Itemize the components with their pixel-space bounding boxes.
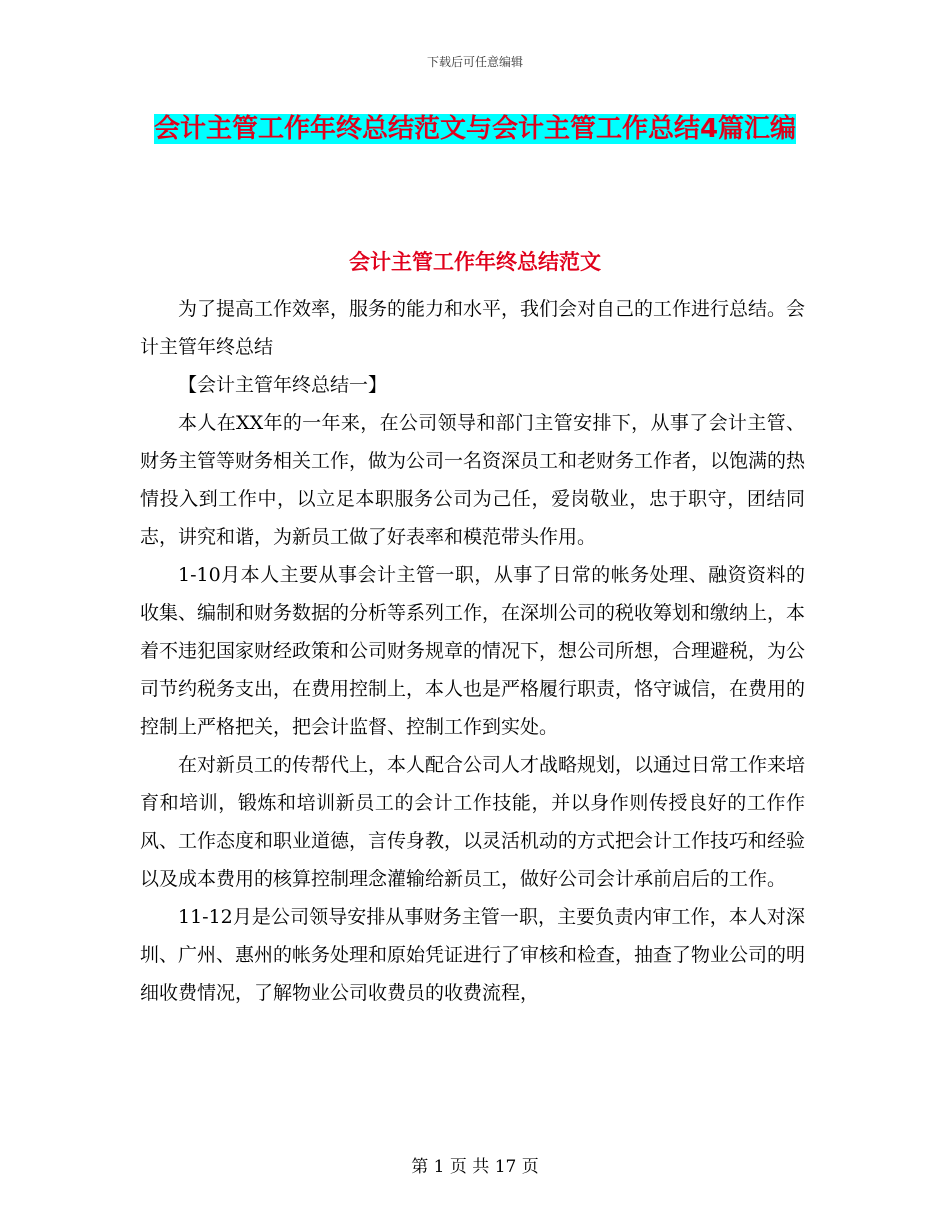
- document-body: [140, 290, 805, 1012]
- paragraph: 1-10月本人主要从事会计主管一职，从事了日常的帐务处理、融资资料的收集、编制和财务数据的分析等系列工作，在深圳公司的税收筹划和缴纳上，本着不违犯国家财经政策和公司财务规章的情况下，想公司所想，合理避税，为公司节约税务支出，在费用控制上，本人也是严格履行职责，恪守诚信，在费用的控制上严格把关，把会计监督、控制工作到实处。: [140, 564, 806, 738]
- document-title-text: 会计主管工作年终总结范文与会计主管工作总结4篇汇编: [153, 114, 797, 144]
- paragraph: 本人在XX年的一年来，在公司领导和部门主管安排下，从事了会计主管、财务主管等财务相关工作，做为公司一名资深员工和老财务工作者，以饱满的热情投入到工作中，以立足本职服务公司为己任，爱岗敬业，忠于职守，团结同志，讲究和谐，为新员工做了好表率和模范带头作用。: [140, 412, 806, 548]
- paragraph: 为了提高工作效率，服务的能力和水平，我们会对自己的工作进行总结。会计主管年终总结: [140, 298, 806, 358]
- document-title: [140, 106, 810, 153]
- paragraph: 【会计主管年终总结一】: [178, 374, 388, 396]
- paragraph: 在对新员工的传帮代上，本人配合公司人才战略规划，以通过日常工作来培育和培训，锻炼和培训新员工的会计工作技能，并以身作则传授良好的工作作风、工作态度和职业道德，言传身教，以灵活机动的方式把会计工作技巧和经验以及成本费用的核算控制理念灌输给新员工，做好公司会计承前启后的工作。: [140, 754, 806, 890]
- page-header-note: 下载后可任意编辑: [426, 55, 523, 69]
- section-title: 会计主管工作年终总结范文: [349, 250, 601, 274]
- page-number: 第 1 页 共 17 页: [411, 1157, 539, 1177]
- paragraph: 11-12月是公司领导安排从事财务主管一职，主要负责内审工作，本人对深圳、广州、惠州的帐务处理和原始凭证进行了审核和检查，抽查了物业公司的明细收费情况，了解物业公司收费员的收费流程，: [140, 906, 806, 1004]
